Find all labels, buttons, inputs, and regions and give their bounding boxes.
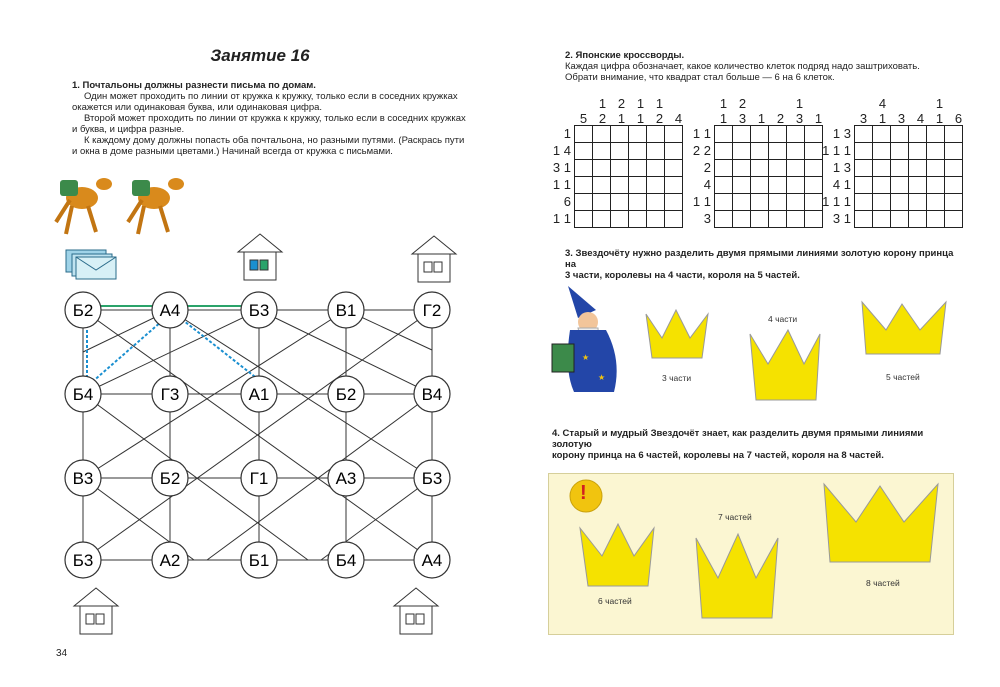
caption-4-parts: 4 части <box>768 314 798 324</box>
grid-cell[interactable] <box>629 143 647 160</box>
prince-crown <box>580 524 654 586</box>
grid-cell[interactable] <box>593 160 611 177</box>
top-clue: 1 <box>878 111 887 126</box>
left-clue: 3 1 <box>552 160 571 175</box>
network-node <box>414 542 450 578</box>
grid-cell[interactable] <box>611 126 629 143</box>
left-clue: 1 3 <box>832 160 851 175</box>
grid-cell[interactable] <box>945 211 963 228</box>
top-clue: 4 <box>674 111 683 126</box>
grid-cell[interactable] <box>945 194 963 211</box>
grid-cell[interactable] <box>927 211 945 228</box>
left-clue: 1 1 <box>692 126 711 141</box>
grid-cell[interactable] <box>629 177 647 194</box>
grid-cell[interactable] <box>629 126 647 143</box>
top-clue: 1 <box>655 96 664 111</box>
top-clue: 2 <box>776 111 785 126</box>
top-clue: 1 <box>636 111 645 126</box>
grid-cell[interactable] <box>715 143 733 160</box>
task4-line: корону принца на 6 частей, королевы на 7 частей, короля на 8 частей. <box>552 450 884 461</box>
grid-cell[interactable] <box>715 126 733 143</box>
wizard-illustration <box>548 280 636 398</box>
top-clue: 2 <box>738 96 747 111</box>
node-label: Г1 <box>249 469 269 488</box>
top-clue: 3 <box>859 111 868 126</box>
king-crown <box>824 484 938 562</box>
task1-line: Один может проходить по линии от кружка к кружку, только если в соседних кружках <box>84 91 458 102</box>
task3-text <box>565 248 965 281</box>
caption-3-parts: 3 части <box>662 373 692 383</box>
grid-cell[interactable] <box>945 160 963 177</box>
top-clue: 1 <box>719 111 728 126</box>
node-label: Б4 <box>72 385 94 404</box>
grid-cell[interactable] <box>945 143 963 160</box>
top-clue: 1 <box>757 111 766 126</box>
node-label: В4 <box>421 385 443 404</box>
grid-cell[interactable] <box>733 126 751 143</box>
grid-cell[interactable] <box>733 143 751 160</box>
left-clue: 2 <box>703 160 711 175</box>
left-clue: 1 3 <box>832 126 851 141</box>
grid-cell[interactable] <box>769 160 787 177</box>
top-clue: 3 <box>738 111 747 126</box>
top-clue: 1 <box>617 111 626 126</box>
grid-cell[interactable] <box>611 160 629 177</box>
grid-cell[interactable] <box>909 194 927 211</box>
left-clue: 1 1 <box>552 177 571 192</box>
top-clue: 1 <box>636 96 645 111</box>
king-crown <box>862 302 946 354</box>
grid-cell[interactable] <box>629 160 647 177</box>
left-clue: 1 1 1 <box>822 194 851 209</box>
top-clue: 1 <box>935 96 944 111</box>
grid-cell[interactable] <box>855 211 873 228</box>
caption-6-parts: 6 частей <box>598 596 632 606</box>
nonogram-grid <box>854 125 963 228</box>
top-clue: 1 <box>598 96 607 111</box>
grid-cell[interactable] <box>927 177 945 194</box>
grid-cell[interactable] <box>891 126 909 143</box>
top-clue: 6 <box>954 111 963 126</box>
node-label: Б1 <box>248 551 270 570</box>
node-label: Б2 <box>335 385 357 404</box>
grid-cell[interactable] <box>769 126 787 143</box>
node-label: Г3 <box>160 385 180 404</box>
task3-line: 3. Звездочёту нужно разделить двумя прямыми линиями золотую корону принца на <box>565 248 954 270</box>
grid-cell[interactable] <box>647 177 665 194</box>
grid-cell[interactable] <box>611 177 629 194</box>
network-node <box>65 542 101 578</box>
task1-line: окажется или одинаковая буква, или одинаковая цифра. <box>72 102 323 113</box>
house-icon <box>412 236 456 282</box>
task4-line: 4. Старый и мудрый Звездочёт знает, как разделить двумя прямыми линиями золотую <box>552 428 924 450</box>
task2-text <box>565 50 965 83</box>
grid-cell[interactable] <box>733 211 751 228</box>
grid-cell[interactable] <box>927 160 945 177</box>
node-label: А4 <box>159 301 181 320</box>
network-node <box>328 460 364 496</box>
task1-line: К каждому дому должны попасть оба почтальона, но разными путями. (Раскрась пути <box>84 135 465 146</box>
network-node <box>414 460 450 496</box>
grid-cell[interactable] <box>769 211 787 228</box>
kangaroo-icon <box>128 178 184 234</box>
svg-text:★: ★ <box>598 373 606 382</box>
grid-cell[interactable] <box>611 143 629 160</box>
postman-path-network <box>50 230 480 640</box>
house-icon <box>238 234 282 280</box>
node-label: А2 <box>159 551 181 570</box>
node-label: Г2 <box>422 301 442 320</box>
grid-cell[interactable] <box>855 194 873 211</box>
grid-cell[interactable] <box>751 160 769 177</box>
network-node <box>241 542 277 578</box>
grid-cell[interactable] <box>945 177 963 194</box>
network-node <box>328 292 364 328</box>
grid-cell[interactable] <box>611 194 629 211</box>
top-clue: 2 <box>617 96 626 111</box>
nonogram-puzzle <box>540 95 688 228</box>
top-clue: 5 <box>579 111 588 126</box>
grid-cell[interactable] <box>751 211 769 228</box>
top-clue: 2 <box>598 111 607 126</box>
grid-cell[interactable] <box>715 211 733 228</box>
left-clue: 1 1 <box>552 211 571 226</box>
left-clue: 3 1 <box>832 211 851 226</box>
grid-cell[interactable] <box>611 211 629 228</box>
task2-line: Обрати внимание, что квадрат стал больше — 6 на 6 клеток. <box>565 72 835 83</box>
grid-cell[interactable] <box>909 177 927 194</box>
grid-cell[interactable] <box>629 211 647 228</box>
grid-cell[interactable] <box>787 177 805 194</box>
caption-5-parts: 5 частей <box>886 372 920 382</box>
grid-cell[interactable] <box>751 143 769 160</box>
task2-heading: 2. Японские кроссворды. <box>565 50 685 61</box>
grid-cell[interactable] <box>855 143 873 160</box>
grid-cell[interactable] <box>787 160 805 177</box>
kangaroo-icon <box>56 178 112 234</box>
nonogram-grid <box>574 125 683 228</box>
node-label: Б4 <box>335 551 357 570</box>
grid-cell[interactable] <box>733 160 751 177</box>
node-label: Б3 <box>421 469 443 488</box>
grid-cell[interactable] <box>787 126 805 143</box>
warning-mark: ! <box>580 482 587 504</box>
grid-cell[interactable] <box>909 126 927 143</box>
network-node <box>414 292 450 328</box>
grid-cell[interactable] <box>891 143 909 160</box>
grid-cell[interactable] <box>855 177 873 194</box>
top-clue: 2 <box>655 111 664 126</box>
task1-line: и буква, и цифра разные. <box>72 124 185 135</box>
task3-line: 3 части, королевы на 4 части, короля на 5 частей. <box>565 270 800 281</box>
top-clue: 1 <box>719 96 728 111</box>
task1-heading: 1. Почтальоны должны разнести письма по домам. <box>72 80 316 91</box>
top-clue: 4 <box>916 111 925 126</box>
page-title: Занятие 16 <box>210 46 310 65</box>
left-clue: 2 2 <box>692 143 711 158</box>
grid-cell[interactable] <box>891 160 909 177</box>
grid-cell[interactable] <box>575 143 593 160</box>
grid-cell[interactable] <box>855 160 873 177</box>
node-label: А1 <box>248 385 270 404</box>
house-icon <box>74 588 118 634</box>
grid-cell[interactable] <box>715 160 733 177</box>
top-clue: 3 <box>897 111 906 126</box>
node-label: В1 <box>335 301 357 320</box>
grid-cell[interactable] <box>733 177 751 194</box>
grid-cell[interactable] <box>787 194 805 211</box>
grid-cell[interactable] <box>909 211 927 228</box>
left-clue: 1 1 <box>692 194 711 209</box>
task1-line: Второй может проходить по линии от кружка к кружку, только если в соседних кружках <box>84 113 466 124</box>
task2-line: Каждая цифра обозначает, какое количество клеток подряд надо заштриховать. <box>565 61 920 72</box>
grid-cell[interactable] <box>593 194 611 211</box>
grid-cell[interactable] <box>647 160 665 177</box>
network-node <box>414 376 450 412</box>
left-clue: 4 <box>703 177 711 192</box>
grid-cell[interactable] <box>751 177 769 194</box>
node-label: А4 <box>421 551 443 570</box>
grid-cell[interactable] <box>769 194 787 211</box>
queen-crown <box>750 330 820 400</box>
top-clue: 1 <box>795 96 804 111</box>
left-clue: 3 <box>703 211 711 226</box>
grid-cell[interactable] <box>593 177 611 194</box>
top-clue: 3 <box>795 111 804 126</box>
node-label: А3 <box>335 469 357 488</box>
network-node <box>328 542 364 578</box>
network-node <box>152 376 188 412</box>
grid-cell[interactable] <box>647 194 665 211</box>
grid-cell[interactable] <box>787 211 805 228</box>
grid-cell[interactable] <box>575 177 593 194</box>
network-node <box>328 376 364 412</box>
left-clue: 6 <box>563 194 571 209</box>
grid-cell[interactable] <box>909 143 927 160</box>
network-node <box>152 460 188 496</box>
caption-7-parts: 7 частей <box>718 512 752 522</box>
grid-cell[interactable] <box>855 126 873 143</box>
grid-cell[interactable] <box>751 194 769 211</box>
grid-cell[interactable] <box>647 126 665 143</box>
queen-crown <box>696 534 778 618</box>
network-node <box>65 460 101 496</box>
node-label: Б2 <box>72 301 94 320</box>
grid-cell[interactable] <box>945 126 963 143</box>
grid-cell[interactable] <box>751 126 769 143</box>
grid-cell[interactable] <box>769 143 787 160</box>
grid-cell[interactable] <box>873 160 891 177</box>
grid-cell[interactable] <box>593 143 611 160</box>
grid-cell[interactable] <box>647 143 665 160</box>
grid-cell[interactable] <box>873 126 891 143</box>
grid-cell[interactable] <box>629 194 647 211</box>
grid-cell[interactable] <box>873 194 891 211</box>
task1-line: и окна в доме разными цветами.) Начинай всегда от кружка с письмами. <box>72 146 393 157</box>
svg-text:★: ★ <box>582 353 590 362</box>
grid-cell[interactable] <box>873 211 891 228</box>
left-clue: 4 1 <box>832 177 851 192</box>
grid-cell[interactable] <box>891 194 909 211</box>
network-node <box>65 292 101 328</box>
network-node <box>241 460 277 496</box>
left-clue: 1 <box>563 126 571 141</box>
grid-cell[interactable] <box>715 177 733 194</box>
grid-cell[interactable] <box>769 177 787 194</box>
grid-cell[interactable] <box>715 194 733 211</box>
nonogram-grid <box>714 125 823 228</box>
grid-cell[interactable] <box>575 126 593 143</box>
grid-cell[interactable] <box>575 194 593 211</box>
grid-cell[interactable] <box>891 177 909 194</box>
grid-cell[interactable] <box>647 211 665 228</box>
nonogram-puzzle <box>820 95 968 228</box>
left-clue: 1 4 <box>552 143 571 158</box>
network-node <box>152 292 188 328</box>
left-clue: 1 1 1 <box>822 143 851 158</box>
top-clue: 4 <box>878 96 887 111</box>
top-clue: 1 <box>935 111 944 126</box>
network-node <box>241 292 277 328</box>
grid-cell[interactable] <box>593 211 611 228</box>
grid-cell[interactable] <box>891 211 909 228</box>
grid-cell[interactable] <box>787 143 805 160</box>
grid-cell[interactable] <box>927 126 945 143</box>
network-node <box>241 376 277 412</box>
nonogram-puzzle <box>680 95 828 228</box>
network-node <box>152 542 188 578</box>
house-icon <box>394 588 438 634</box>
grid-cell[interactable] <box>909 160 927 177</box>
grid-cell[interactable] <box>733 194 751 211</box>
top-clue: 1 <box>814 111 823 126</box>
grid-cell[interactable] <box>575 160 593 177</box>
grid-cell[interactable] <box>593 126 611 143</box>
grid-cell[interactable] <box>873 143 891 160</box>
network-node <box>65 376 101 412</box>
caption-8-parts: 8 частей <box>866 578 900 588</box>
node-label: Б2 <box>159 469 181 488</box>
node-label: Б3 <box>248 301 270 320</box>
node-label: Б3 <box>72 551 94 570</box>
grid-cell[interactable] <box>927 194 945 211</box>
task4-text <box>552 428 962 461</box>
task1-text <box>72 80 472 157</box>
node-label: В3 <box>72 469 94 488</box>
crowns-task3 <box>640 300 960 410</box>
page-number: 34 <box>56 648 68 659</box>
grid-cell[interactable] <box>927 143 945 160</box>
grid-cell[interactable] <box>575 211 593 228</box>
grid-cell[interactable] <box>873 177 891 194</box>
prince-crown <box>646 310 708 358</box>
